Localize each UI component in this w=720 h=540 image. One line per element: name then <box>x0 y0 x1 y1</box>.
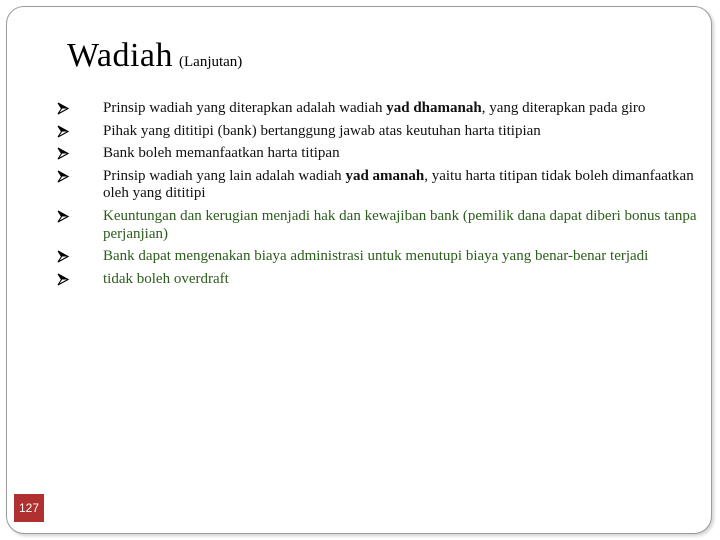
page-number-badge: 127 <box>14 494 44 522</box>
bullet-bold-term: yad amanah <box>345 167 425 184</box>
slide-title <box>67 37 242 75</box>
title-main: Wadiah <box>67 37 173 74</box>
bullet-text: Keuntungan dan kerugian menjadi hak dan kewajiban bank (pemilik dana dapat diberi bonus tanpa perjanjian) <box>103 207 697 242</box>
arrowhead-bullet-icon <box>57 170 69 183</box>
bullet-text: Pihak yang dititipi (bank) bertanggung jawab atas keutuhan harta titipian <box>103 122 541 139</box>
arrowhead-bullet-icon <box>57 210 69 223</box>
arrowhead-bullet-icon <box>57 250 69 263</box>
bullet-item <box>57 100 697 118</box>
bullet-item <box>57 168 697 203</box>
bullet-text: Bank dapat mengenakan biaya administrasi untuk menutupi biaya yang benar-benar terjadi <box>103 248 649 265</box>
arrowhead-bullet-icon <box>57 273 69 286</box>
bullet-text: Prinsip wadiah yang lain adalah wadiah <box>103 167 346 184</box>
bullet-text: tidak boleh overdraft <box>103 270 229 287</box>
arrowhead-bullet-icon <box>57 147 69 160</box>
bullet-item <box>57 123 697 141</box>
bullet-text: Prinsip wadiah yang diterapkan adalah wadiah <box>103 100 387 116</box>
title-subtitle: (Lanjutan) <box>179 54 243 70</box>
bullet-text-continued: , yaitu harta titipan tidak boleh dimanfaatkan oleh yang dititipi <box>103 167 694 202</box>
bullet-item <box>57 248 697 266</box>
bullet-item <box>57 271 697 289</box>
bullet-bold-term: yad dhamanah <box>386 100 482 116</box>
arrowhead-bullet-icon <box>57 125 69 138</box>
arrowhead-bullet-icon <box>57 102 69 115</box>
bullet-item <box>57 208 697 243</box>
slide-frame <box>6 6 712 534</box>
bullet-text-continued: , yang diterapkan pada giro <box>481 100 646 116</box>
bullet-list <box>57 100 697 293</box>
bullet-item <box>57 145 697 163</box>
bullet-text: Bank boleh memanfaatkan harta titipan <box>103 145 340 162</box>
